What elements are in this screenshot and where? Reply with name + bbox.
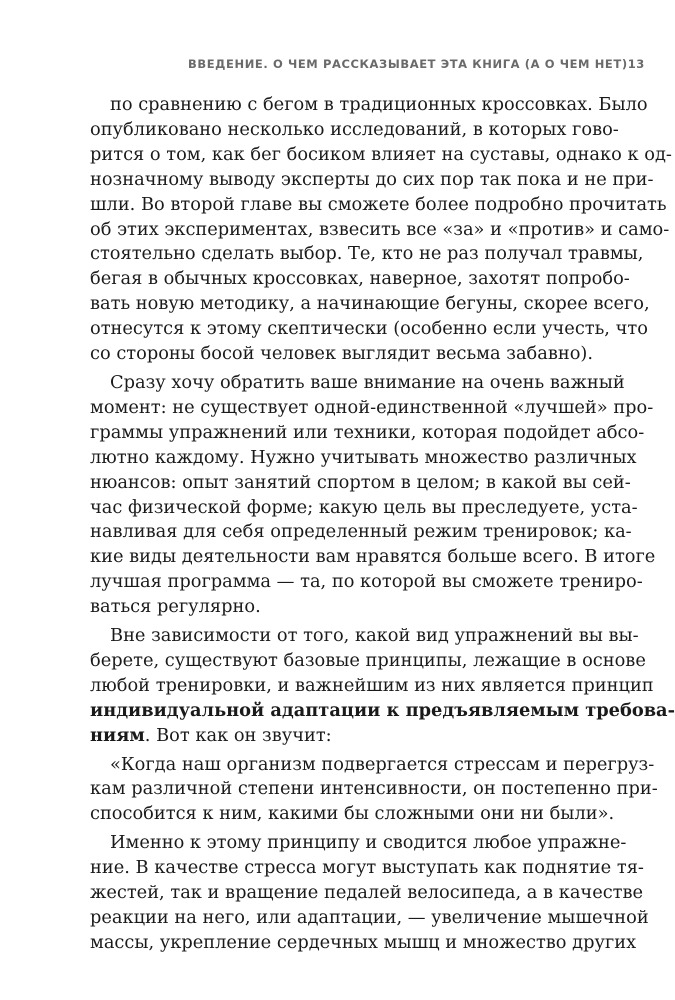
bold-text: ниям: [90, 724, 145, 746]
running-title: ВВЕДЕНИЕ. О ЧЕМ РАССКАЗЫВАЕТ ЭТА КНИГА (А О ЧЕМ НЕТ): [188, 57, 628, 71]
page-number: 13: [627, 57, 645, 71]
text-segment: нозначному выводу эксперты до сих пор так пока и не при-: [90, 168, 654, 190]
text-line: [90, 545, 656, 570]
paragraph: [90, 93, 672, 367]
text-line: [90, 396, 654, 421]
text-segment: отнесутся к этому скептически (особенно если учесть, что: [90, 318, 648, 340]
text-line: [90, 624, 639, 649]
paragraph: [90, 753, 658, 828]
text-segment: момент: не существует одной-единственной «лучшей» про-: [90, 396, 654, 418]
paragraph: [90, 371, 656, 620]
text-segment: Вне зависимости от того, какой вид упражнений вы вы-: [110, 625, 639, 647]
text-segment: со стороны босой человек выглядит весьма забавно).: [90, 343, 594, 365]
text-segment: шли. Во второй главе вы сможете более подробно прочитать: [90, 193, 667, 215]
text-line: [90, 753, 655, 778]
text-line: [90, 649, 646, 674]
paragraph: [90, 624, 675, 749]
text-segment: рится о том, как бег босиком влияет на суставы, однако к од-: [90, 143, 672, 165]
text-segment: вать новую методику, а начинающие бегуны, скорее всего,: [90, 293, 650, 315]
text-segment: жестей, так и вращение педалей велосипеда, а в качестве: [90, 882, 644, 904]
text-segment: Сразу хочу обратить ваше внимание на очень важный: [110, 371, 625, 393]
text-segment: бегая в обычных кроссовках, наверное, захотят попробо-: [90, 268, 630, 290]
text-segment: стоятельно сделать выбор. Те, кто не раз получал травмы,: [90, 243, 644, 265]
text-line: [90, 831, 627, 856]
text-line: [90, 570, 643, 595]
text-segment: опубликовано несколько исследований, в которых гово-: [90, 118, 619, 140]
text-line: [90, 856, 644, 881]
text-line: [90, 218, 670, 243]
text-line: [90, 168, 654, 193]
text-segment: ваться регулярно.: [90, 596, 261, 618]
text-segment: ние. В качестве стресса могут выступать как поднятие тя-: [90, 857, 644, 879]
text-segment: кам различной степени интенсивности, он постепенно при-: [90, 778, 658, 800]
paragraph: [90, 831, 649, 956]
page-body: [90, 93, 675, 956]
text-line: [90, 446, 637, 471]
text-line: [90, 777, 658, 802]
text-line: [90, 242, 644, 267]
text-line: [90, 143, 672, 168]
text-line: [90, 881, 644, 906]
text-line: [90, 342, 594, 367]
text-line: [90, 93, 648, 118]
text-line: [90, 699, 675, 724]
text-segment: любой тренировки, и важнейшим из них является принцип: [90, 674, 654, 696]
text-segment: Именно к этому принципу и сводится любое упражне-: [110, 832, 627, 854]
text-segment: граммы упражнений или техники, которая подойдет абсо-: [90, 421, 645, 443]
text-segment: навливая для себя определенный режим тренировок; ка-: [90, 521, 632, 543]
text-segment: . Вот как он звучит:: [144, 724, 332, 746]
text-line: [90, 193, 667, 218]
text-segment: лютно каждому. Нужно учитывать множество различных: [90, 446, 637, 468]
text-segment: час физической форме; какую цель вы преследуете, уста-: [90, 496, 638, 518]
text-line: [90, 674, 654, 699]
text-line: [90, 421, 645, 446]
text-segment: реакции на него, или адаптации, — увеличение мышечной: [90, 907, 649, 928]
text-line: [90, 371, 625, 396]
text-line: [90, 267, 630, 292]
text-segment: об этих экспериментах, взвесить все «за» и «против» и само-: [90, 218, 670, 240]
text-line: [90, 317, 648, 342]
text-line: [90, 292, 650, 317]
text-segment: по сравнению с бегом в традиционных кроссовках. Было: [110, 94, 648, 115]
text-segment: кие виды деятельности вам нравятся больше всего. В итоге: [90, 546, 656, 568]
text-segment: нюансов: опыт занятий спортом в целом; в какой вы сей-: [90, 471, 631, 493]
running-head: [188, 57, 645, 71]
text-segment: лучшая программа — та, по которой вы сможете трениро-: [90, 571, 643, 593]
text-segment: берете, существуют базовые принципы, лежащие в основе: [90, 649, 646, 671]
text-segment: «Когда наш организм подвергается стрессам и перегруз-: [110, 753, 655, 775]
text-line: [90, 471, 631, 496]
text-line: [90, 520, 632, 545]
text-line: [90, 595, 575, 620]
text-segment: способится к ним, какими бы сложными они ни были».: [90, 803, 615, 825]
text-line: [90, 118, 619, 143]
bold-text: индивидуальной адаптации к предъявляемым требова-: [90, 699, 675, 721]
text-segment: массы, укрепление сердечных мышц и множество других: [90, 931, 637, 953]
text-line: [90, 906, 649, 931]
text-line: [90, 496, 638, 521]
text-line: [90, 802, 615, 827]
text-line: [90, 724, 575, 749]
text-line: [90, 931, 637, 956]
